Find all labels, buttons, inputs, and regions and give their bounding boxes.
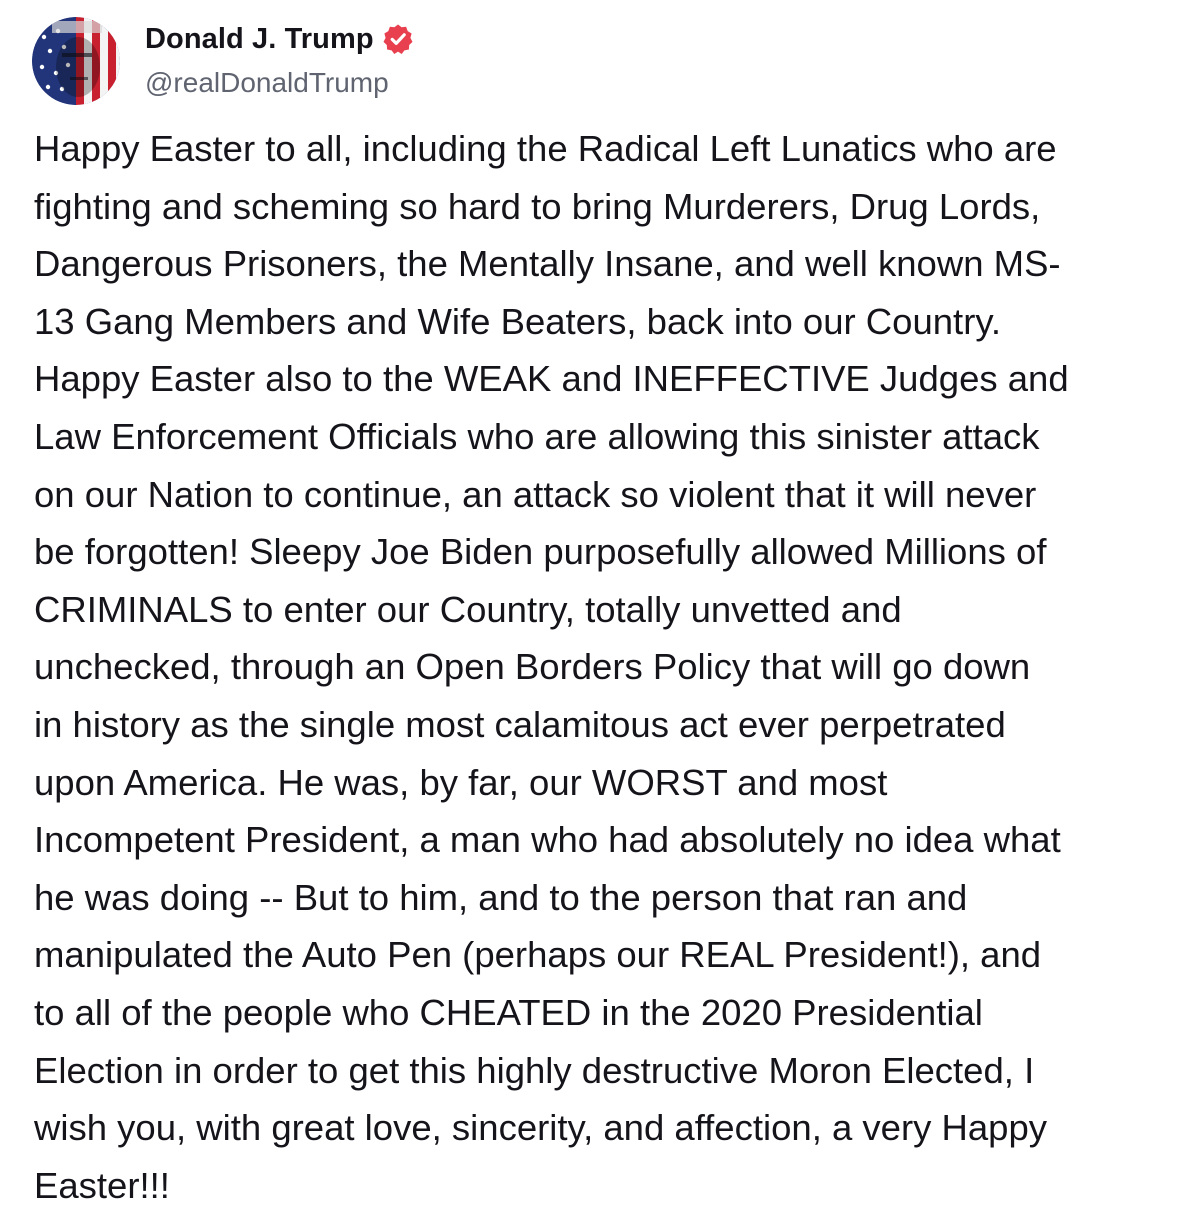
author-identity[interactable] — [145, 18, 414, 104]
verified-badge-icon — [382, 23, 414, 55]
author-handle[interactable]: @realDonaldTrump — [145, 67, 389, 98]
name-row — [145, 18, 414, 60]
avatar[interactable] — [32, 17, 120, 105]
post-header — [32, 16, 414, 106]
avatar-image — [32, 17, 120, 105]
author-display-name[interactable]: Donald J. Trump — [145, 22, 374, 55]
post-body-text: Happy Easter to all, including the Radical Left Lunatics who are fighting and scheming so hard to bring Murderers, Drug Lords, Dangerous Prisoners, the Mentally Insane, and well known MS- 13 Gang Members and Wife Beaters, back into our Country. Happy Easter also to the WEAK and INEFFECTIVE Judges and Law Enforcement Officials who are allowing this sinister attack on our Nation to continue, an attack so violent that it will never be forgotten! Sleepy Joe Biden purposefully allowed Millions of CRIMINALS to enter our Country, totally unvetted and unchecked, through an Open Borders Policy that will go down in history as the single most calamitous act ever perpetrated upon America. He was, by far, our WORST and most Incompetent President, a man who had absolutely no idea what he was doing -- But to him, and to the person that ran and manipulated the Auto Pen (perhaps our REAL President!), and to all of the people who CHEATED in the 2020 Presidential Election in order to get this highly destructive Moron Elected, I wish you, with great love, sincerity, and affection, a very Happy Easter!!! — [34, 128, 1069, 1206]
